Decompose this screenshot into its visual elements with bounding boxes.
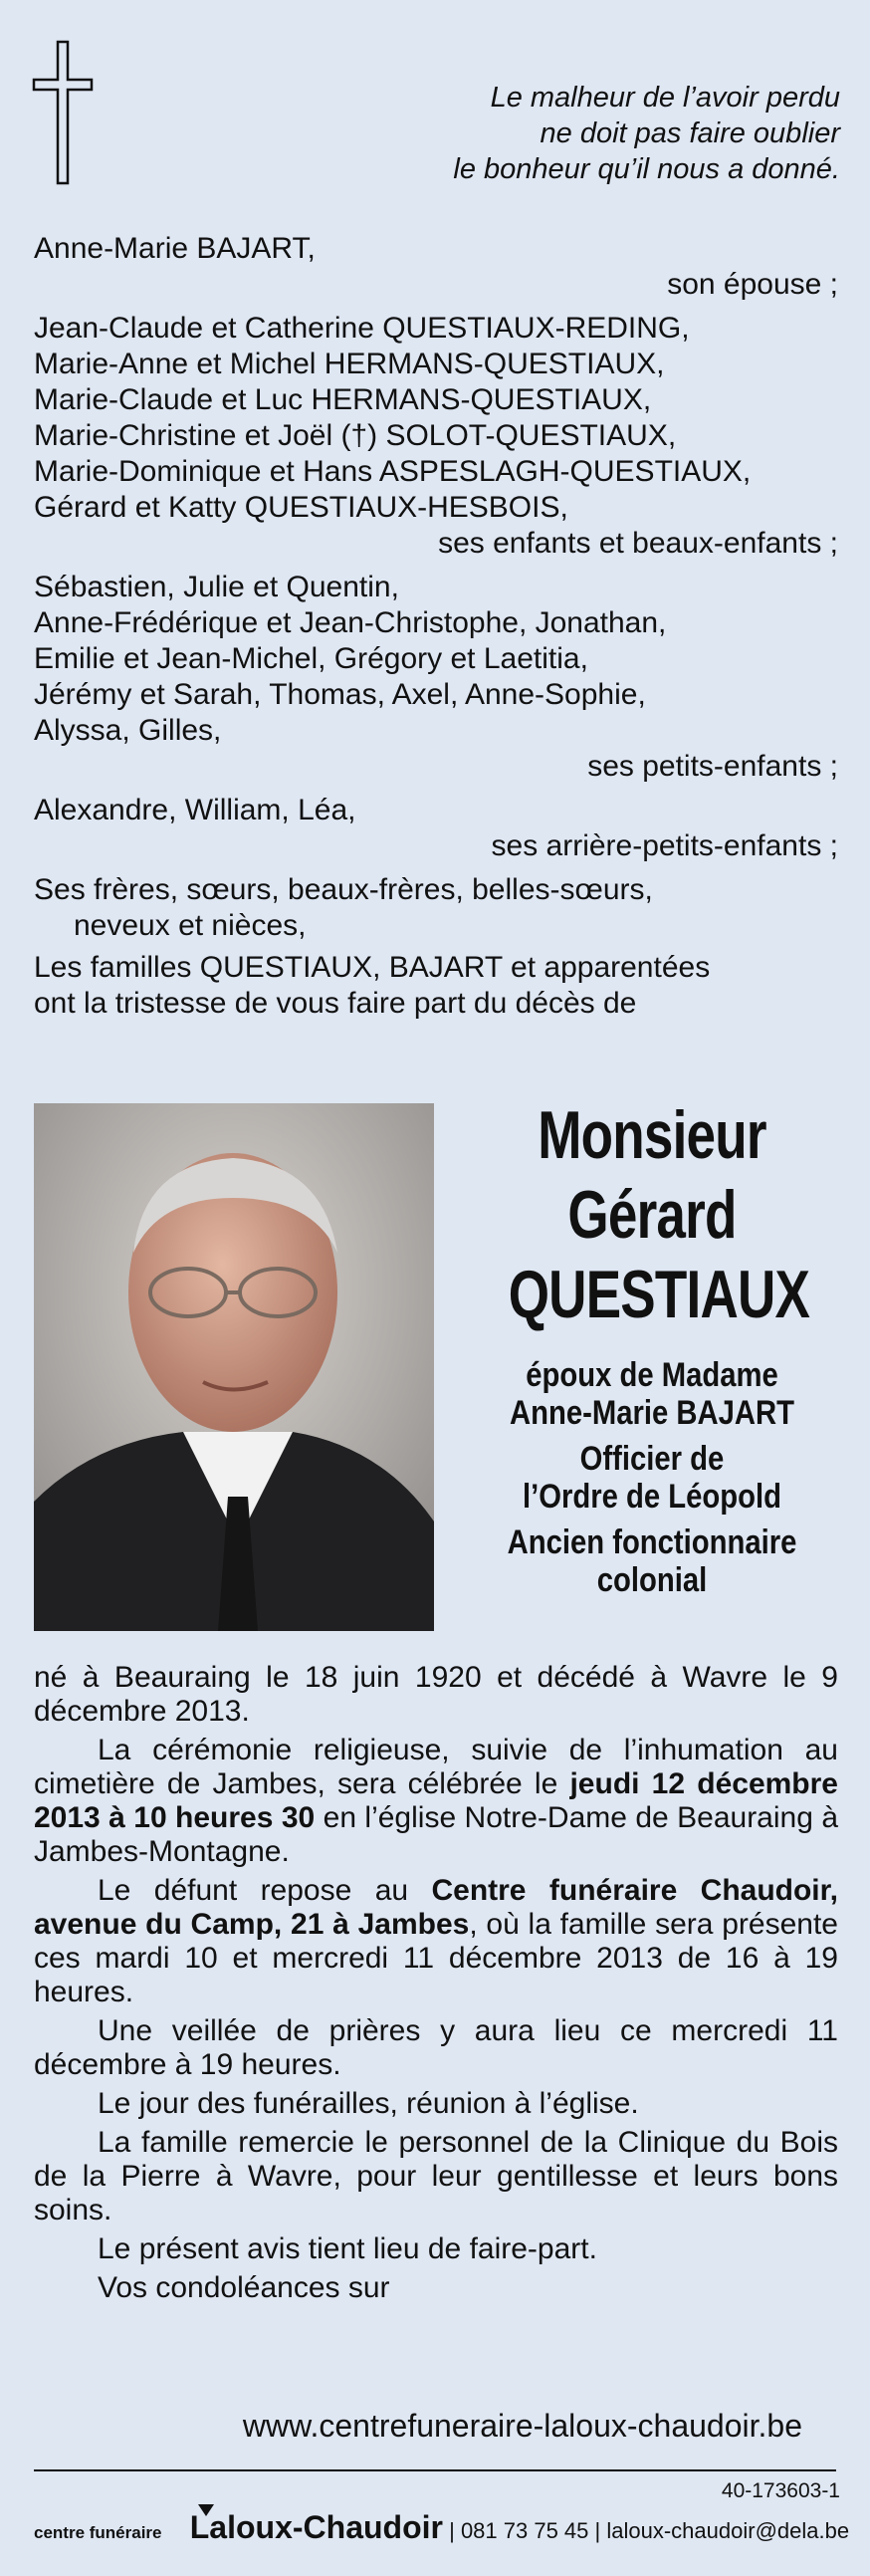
child-line: Marie-Christine et Joël (†) SOLOT-QUESTIAUX, xyxy=(34,419,677,452)
spouse-of-name: Anne-Marie BAJART xyxy=(510,1394,794,1432)
footer xyxy=(34,2509,850,2546)
cross-icon xyxy=(32,40,94,185)
footer-email[interactable]: laloux-chaudoir@dela.be xyxy=(606,2518,850,2543)
separator: | xyxy=(449,2518,455,2543)
rest-paragraph: Le défunt repose au Centre funéraire Chaudoir, avenue du Camp, 21 à Jambes, où la famille sera présente ces mardi 10 et mercredi 11 décembre 2013 de 16 à 19 heures. xyxy=(34,1874,839,2008)
honor-line: l’Ordre de Léopold xyxy=(523,1478,781,1516)
honor-line: Officier de xyxy=(579,1440,725,1478)
family-list xyxy=(34,231,838,1022)
condolences-url-link[interactable]: www.centrefuneraire-laloux-chaudoir.be xyxy=(242,2408,802,2444)
quote-line: Le malheur de l’avoir perdu xyxy=(490,82,840,114)
grandchild-line: Anne-Frédérique et Jean-Christophe, Jonathan, xyxy=(34,606,667,639)
child-line: Marie-Dominique et Hans ASPESLAGH-QUESTIAUX, xyxy=(34,455,752,488)
portrait-photo xyxy=(34,1103,434,1631)
spouse-label: son épouse ; xyxy=(667,268,838,301)
separator: | xyxy=(594,2518,601,2543)
profession-line: colonial xyxy=(596,1561,708,1599)
triangle-icon xyxy=(198,2504,214,2516)
thanks-paragraph: La famille remercie le personnel de la Clinique du Bois de la Pierre à Wavre, pour leur gentillesse et leurs bons soins. xyxy=(34,2126,838,2226)
footer-phone[interactable]: 081 73 75 45 xyxy=(460,2518,589,2543)
siblings-line: Ses frères, sœurs, beaux-frères, belles-sœurs, xyxy=(34,873,653,906)
families-line: Les familles QUESTIAUX, BAJART et apparentées xyxy=(34,951,711,984)
child-line: Marie-Claude et Luc HERMANS-QUESTIAUX, xyxy=(34,383,652,416)
condolences-paragraph: Vos condoléances sur xyxy=(98,2271,390,2304)
grandchild-line: Alyssa, Gilles, xyxy=(34,714,222,747)
children-label: ses enfants et beaux-enfants ; xyxy=(438,527,838,560)
reference-number: 40-173603-1 xyxy=(721,2479,840,2502)
siblings-line: neveux et nièces, xyxy=(74,909,307,942)
notice-paragraph: Le présent avis tient lieu de faire-part. xyxy=(98,2232,597,2265)
quote-line: ne doit pas faire oublier xyxy=(540,117,840,149)
grandchildren-label: ses petits-enfants ; xyxy=(587,750,838,783)
child-line: Marie-Anne et Michel HERMANS-QUESTIAUX, xyxy=(34,348,665,380)
brand-name: Laloux-Chaudoir xyxy=(189,2509,443,2545)
grandchild-line: Jérémy et Sarah, Thomas, Axel, Anne-Sophie, xyxy=(34,678,646,711)
divider xyxy=(34,2469,836,2471)
quote-line: le bonheur qu’il nous a donné. xyxy=(453,153,840,185)
vigil-paragraph: Une veillée de prières y aura lieu ce mercredi 11 décembre à 19 heures. xyxy=(34,2014,838,2081)
great-grandchildren: Alexandre, William, Léa, xyxy=(34,794,356,826)
child-line: Gérard et Katty QUESTIAUX-HESBOIS, xyxy=(34,491,568,524)
ceremony-paragraph: La cérémonie religieuse, suivie de l’inhumation au cimetière de Jambes, sera célébrée le jeudi 12 décembre 2013 à 10 heures 30 en l’église Notre-Dame de Beauraing à Jambes-Montagne. xyxy=(34,1734,838,1868)
funeral-center-address: Centre funéraire Chaudoir, avenue du Camp, 21 à Jambes xyxy=(34,1874,839,1941)
deceased-title: Monsieur xyxy=(538,1097,766,1173)
deceased-last-name: QUESTIAUX xyxy=(508,1257,810,1332)
announce-line: ont la tristesse de vous faire part du décès de xyxy=(34,987,637,1020)
footer-prefix: centre funéraire xyxy=(34,2523,162,2542)
profession-line: Ancien fonctionnaire xyxy=(507,1523,797,1561)
deceased-first-name: Gérard xyxy=(567,1177,737,1253)
great-grandchildren-label: ses arrière-petits-enfants ; xyxy=(491,829,838,862)
ceremony-date: jeudi 12 décembre 2013 à 10 heures 30 xyxy=(34,1767,838,1834)
funeral-details xyxy=(34,1661,838,2310)
grandchild-line: Sébastien, Julie et Quentin, xyxy=(34,571,399,603)
spouse-name: Anne-Marie BAJART, xyxy=(34,232,316,265)
grandchild-line: Emilie et Jean-Michel, Grégory et Laetitia, xyxy=(34,642,588,675)
deceased-heading xyxy=(468,1095,836,1599)
funeral-paragraph: Le jour des funérailles, réunion à l’église. xyxy=(98,2087,639,2120)
spouse-of: époux de Madame xyxy=(526,1356,778,1394)
birth-death-line: né à Beauraing le 18 juin 1920 et décédé à Wavre le 9 décembre 2013. xyxy=(34,1661,838,1728)
child-line: Jean-Claude et Catherine QUESTIAUX-REDING, xyxy=(34,312,690,345)
epigraph-quote xyxy=(243,80,840,187)
